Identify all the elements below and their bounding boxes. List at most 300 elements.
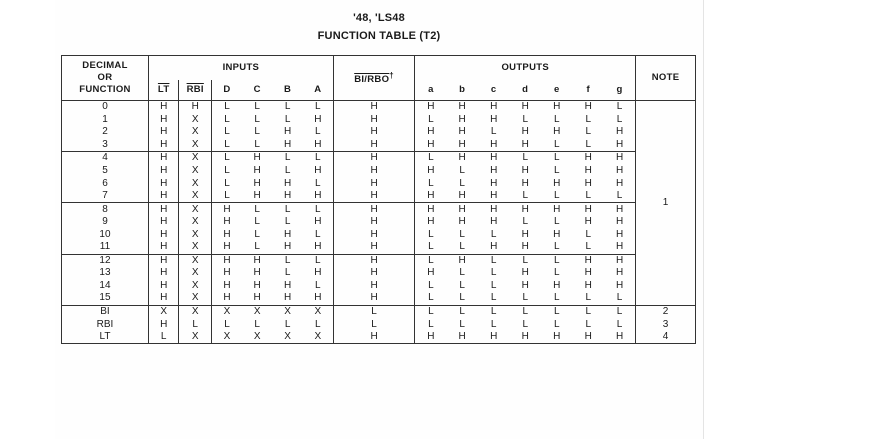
bi-rbo-cell: H bbox=[333, 228, 415, 241]
output-cell: H bbox=[458, 152, 466, 164]
input-cell: H bbox=[212, 280, 242, 293]
input-col-header: A bbox=[303, 80, 333, 101]
output-cell: L bbox=[604, 305, 636, 318]
bi-rbo-cell: H bbox=[333, 114, 415, 127]
input-cell: L bbox=[212, 177, 242, 190]
output-cell: H bbox=[446, 190, 478, 203]
input-cell: H bbox=[148, 241, 178, 254]
output-cell: L bbox=[509, 292, 541, 305]
input-cell: X bbox=[212, 331, 242, 344]
output-cell: H bbox=[509, 331, 541, 344]
output-cell: H bbox=[415, 139, 447, 152]
input-cell: L bbox=[303, 228, 333, 241]
row-label: BI bbox=[62, 305, 149, 318]
input-cell: L bbox=[303, 101, 333, 114]
input-cell: X bbox=[148, 305, 178, 318]
input-cell: H bbox=[212, 254, 242, 267]
input-cell: X bbox=[179, 267, 212, 280]
output-cell: H bbox=[415, 203, 447, 216]
output-cell: L bbox=[553, 216, 560, 228]
input-cell: H bbox=[253, 279, 261, 291]
input-cell: L bbox=[254, 113, 260, 125]
input-cell: H bbox=[148, 228, 178, 241]
output-cell: H bbox=[584, 101, 592, 113]
decimal-header-line3: FUNCTION bbox=[79, 84, 131, 95]
output-cell: H bbox=[584, 152, 592, 164]
output-cell: L bbox=[553, 318, 560, 330]
input-cell: X bbox=[179, 331, 212, 344]
output-cell: H bbox=[478, 331, 510, 344]
output-cell: H bbox=[490, 165, 498, 176]
decimal-header-line2: OR bbox=[97, 72, 113, 83]
input-cell: X bbox=[179, 228, 212, 241]
input-cell: H bbox=[148, 165, 178, 178]
input-cell: L bbox=[284, 165, 291, 176]
input-cell: H bbox=[303, 190, 333, 203]
input-cell: X bbox=[179, 241, 212, 254]
input-cell: H bbox=[272, 190, 302, 203]
output-cell: L bbox=[541, 241, 573, 254]
bi-rbo-cell: H bbox=[333, 241, 415, 254]
output-cell: L bbox=[585, 228, 592, 240]
output-cell: H bbox=[446, 139, 478, 152]
table-row bbox=[62, 165, 696, 178]
outputs-header: OUTPUTS bbox=[415, 56, 636, 81]
output-cell: L bbox=[459, 165, 465, 176]
output-cell: L bbox=[415, 114, 447, 127]
output-cell: H bbox=[604, 280, 636, 293]
output-cell: H bbox=[553, 177, 561, 189]
output-cell: L bbox=[553, 113, 560, 125]
table-row bbox=[62, 152, 696, 165]
input-cell: H bbox=[148, 216, 178, 229]
dagger-mark: † bbox=[389, 70, 394, 80]
bi-rbo-cell: H bbox=[333, 139, 415, 152]
input-cell: H bbox=[148, 292, 178, 305]
input-cell: H bbox=[283, 279, 292, 291]
output-cell: L bbox=[604, 101, 636, 114]
output-cell: L bbox=[415, 292, 447, 305]
input-cell: L bbox=[254, 318, 260, 330]
output-cell: H bbox=[584, 279, 592, 291]
output-cell: H bbox=[490, 152, 498, 164]
bi-rbo-cell: L bbox=[333, 318, 415, 331]
table-row bbox=[62, 190, 696, 203]
input-cell: L bbox=[284, 203, 291, 215]
output-cell: H bbox=[604, 152, 636, 165]
output-col-header: a bbox=[415, 80, 447, 101]
output-col-header: e bbox=[541, 80, 573, 101]
output-cell: L bbox=[490, 228, 497, 240]
output-cell: L bbox=[553, 165, 560, 176]
input-cell: X bbox=[179, 305, 212, 318]
input-cell: H bbox=[272, 292, 302, 305]
input-cell: L bbox=[303, 318, 333, 331]
bi-rbo-cell: H bbox=[333, 267, 415, 280]
inputs-header: INPUTS bbox=[148, 56, 333, 81]
table-row bbox=[62, 114, 696, 127]
output-cell: L bbox=[490, 306, 497, 318]
output-cell: H bbox=[604, 177, 636, 190]
output-cell: L bbox=[490, 254, 497, 266]
row-label: RBI bbox=[62, 318, 149, 331]
page-edge bbox=[703, 0, 704, 439]
row-label: 9 bbox=[62, 216, 149, 229]
bi-rbo-cell: H bbox=[333, 216, 415, 229]
input-cell: X bbox=[179, 190, 212, 203]
row-label: 5 bbox=[62, 165, 149, 178]
input-cell: L bbox=[284, 318, 291, 330]
input-cell: H bbox=[303, 165, 333, 178]
input-cell: L bbox=[303, 126, 333, 139]
table-row bbox=[62, 139, 696, 152]
output-cell: H bbox=[584, 267, 592, 279]
input-cell: X bbox=[284, 306, 291, 318]
output-col-header: b bbox=[446, 80, 478, 101]
row-label: 14 bbox=[62, 280, 149, 293]
input-cell: X bbox=[179, 126, 212, 139]
output-cell: L bbox=[573, 139, 605, 152]
row-label: 8 bbox=[62, 203, 149, 216]
output-cell: L bbox=[522, 152, 528, 164]
output-cell: H bbox=[415, 216, 447, 229]
input-cell: L bbox=[284, 113, 291, 125]
table-row bbox=[62, 292, 696, 305]
output-cell: H bbox=[490, 216, 498, 228]
output-cell: L bbox=[553, 306, 560, 318]
input-cell: H bbox=[253, 177, 261, 189]
output-cell: H bbox=[584, 216, 592, 228]
input-col-header: $\overline{LT}$ bbox=[148, 80, 178, 101]
output-cell: H bbox=[604, 228, 636, 241]
input-cell: H bbox=[303, 292, 333, 305]
input-cell: L bbox=[179, 318, 212, 331]
input-cell: H bbox=[148, 254, 178, 267]
input-cell: H bbox=[148, 203, 178, 216]
output-col-header: f bbox=[573, 80, 605, 101]
output-cell: L bbox=[459, 318, 465, 330]
row-label: 2 bbox=[62, 126, 149, 139]
bi-rbo-cell: H bbox=[333, 152, 415, 165]
table-row bbox=[62, 280, 696, 293]
input-cell: X bbox=[179, 292, 212, 305]
input-cell: L bbox=[284, 216, 291, 228]
input-cell: H bbox=[303, 139, 333, 152]
output-cell: L bbox=[415, 177, 447, 190]
decimal-header-line1: DECIMAL bbox=[82, 60, 128, 71]
input-cell: H bbox=[179, 101, 212, 114]
output-cell: H bbox=[553, 126, 561, 138]
table-row bbox=[62, 177, 696, 190]
output-cell: H bbox=[573, 331, 605, 344]
bi-rbo-cell: H bbox=[333, 292, 415, 305]
input-cell: X bbox=[272, 331, 302, 344]
input-cell: H bbox=[253, 267, 261, 279]
output-cell: H bbox=[458, 203, 466, 215]
bi-rbo-header bbox=[333, 56, 415, 101]
input-cell: L bbox=[148, 331, 178, 344]
output-cell: H bbox=[415, 101, 447, 114]
output-cell: L bbox=[415, 280, 447, 293]
output-cell: L bbox=[585, 318, 592, 330]
input-cell: X bbox=[179, 216, 212, 229]
output-cell: H bbox=[446, 331, 478, 344]
output-cell: H bbox=[553, 228, 561, 240]
input-cell: H bbox=[303, 216, 333, 229]
output-cell: H bbox=[604, 203, 636, 216]
output-cell: L bbox=[459, 267, 465, 279]
output-cell: L bbox=[585, 306, 592, 318]
note-cell-main: 1 bbox=[636, 101, 696, 306]
row-label: 4 bbox=[62, 152, 149, 165]
output-cell: L bbox=[604, 114, 636, 127]
input-cell: L bbox=[254, 228, 260, 240]
output-cell: H bbox=[521, 177, 529, 189]
input-cell: L bbox=[212, 101, 242, 114]
input-cell: L bbox=[303, 280, 333, 293]
input-cell: H bbox=[212, 228, 242, 241]
output-cell: L bbox=[553, 152, 560, 164]
input-cell: H bbox=[283, 177, 292, 189]
output-cell: L bbox=[490, 318, 497, 330]
input-cell: H bbox=[212, 203, 242, 216]
input-cell: H bbox=[148, 126, 178, 139]
table-row bbox=[62, 305, 696, 318]
input-cell: L bbox=[254, 126, 260, 138]
output-cell: H bbox=[604, 126, 636, 139]
bi-rbo-cell: H bbox=[333, 165, 415, 178]
input-col-header: C bbox=[242, 80, 272, 101]
output-cell: H bbox=[604, 241, 636, 254]
input-cell: X bbox=[179, 152, 212, 165]
output-cell: L bbox=[490, 126, 497, 138]
output-cell: H bbox=[415, 267, 447, 280]
input-cell: H bbox=[242, 292, 272, 305]
table-row bbox=[62, 126, 696, 139]
table-row bbox=[62, 318, 696, 331]
input-cell: H bbox=[148, 177, 178, 190]
input-cell: L bbox=[303, 203, 333, 216]
output-cell: H bbox=[521, 203, 529, 215]
input-cell: L bbox=[303, 152, 333, 165]
output-cell: H bbox=[415, 126, 447, 139]
input-cell: X bbox=[179, 165, 212, 178]
output-cell: L bbox=[604, 190, 636, 203]
input-cell: L bbox=[212, 190, 242, 203]
input-cell: L bbox=[212, 114, 242, 127]
datasheet-page bbox=[55, 0, 703, 439]
row-label: 6 bbox=[62, 177, 149, 190]
input-cell: X bbox=[179, 114, 212, 127]
output-cell: L bbox=[553, 254, 560, 266]
output-cell: L bbox=[541, 139, 573, 152]
input-cell: X bbox=[179, 139, 212, 152]
input-cell: H bbox=[242, 190, 272, 203]
output-cell: L bbox=[573, 292, 605, 305]
output-cell: L bbox=[522, 318, 528, 330]
output-cell: L bbox=[522, 113, 528, 125]
row-label: 15 bbox=[62, 292, 149, 305]
decimal-header bbox=[62, 56, 149, 101]
row-label: 0 bbox=[62, 101, 149, 114]
input-cell: L bbox=[242, 241, 272, 254]
input-cell: H bbox=[303, 114, 333, 127]
output-cell: H bbox=[490, 177, 498, 189]
input-cell: X bbox=[179, 203, 212, 216]
output-cell: L bbox=[541, 292, 573, 305]
table-title: FUNCTION TABLE (T2) bbox=[317, 30, 441, 42]
output-cell: H bbox=[553, 203, 561, 215]
row-label: LT bbox=[62, 331, 149, 344]
table-row bbox=[62, 331, 696, 344]
output-cell: H bbox=[521, 101, 529, 113]
output-cell: H bbox=[415, 331, 447, 344]
output-cell: H bbox=[553, 101, 561, 113]
output-cell: H bbox=[509, 241, 541, 254]
input-cell: H bbox=[253, 165, 261, 176]
input-cell: H bbox=[272, 241, 302, 254]
input-cell: L bbox=[212, 152, 242, 165]
output-cell: H bbox=[490, 113, 498, 125]
output-cell: H bbox=[553, 279, 561, 291]
function-table bbox=[61, 55, 696, 344]
output-cell: H bbox=[604, 216, 636, 229]
output-cell: H bbox=[490, 203, 498, 215]
input-cell: X bbox=[179, 280, 212, 293]
output-cell: H bbox=[415, 165, 447, 178]
output-cell: L bbox=[490, 267, 497, 279]
table-row bbox=[62, 254, 696, 267]
input-cell: H bbox=[283, 126, 292, 138]
output-cell: H bbox=[415, 190, 447, 203]
table-row bbox=[62, 216, 696, 229]
output-cell: H bbox=[521, 279, 529, 291]
input-cell: L bbox=[284, 152, 291, 164]
input-cell: L bbox=[254, 203, 260, 215]
input-cell: X bbox=[253, 306, 261, 318]
input-cell: H bbox=[303, 241, 333, 254]
input-cell: H bbox=[212, 292, 242, 305]
input-cell: L bbox=[284, 267, 291, 279]
bi-rbo-cell: L bbox=[333, 305, 415, 318]
output-cell: H bbox=[521, 126, 529, 138]
table-row bbox=[62, 241, 696, 254]
input-cell: H bbox=[148, 101, 178, 114]
input-cell: L bbox=[212, 126, 242, 139]
input-cell: H bbox=[148, 190, 178, 203]
bi-rbo-label: BI/RBO bbox=[354, 74, 390, 86]
bi-rbo-cell: H bbox=[333, 190, 415, 203]
output-cell: H bbox=[584, 254, 592, 266]
input-cell: H bbox=[148, 280, 178, 293]
output-cell: H bbox=[478, 139, 510, 152]
bi-rbo-cell: H bbox=[333, 331, 415, 344]
input-cell: X bbox=[242, 331, 272, 344]
input-cell: H bbox=[212, 216, 242, 229]
input-cell: L bbox=[212, 165, 242, 178]
output-cell: L bbox=[573, 190, 605, 203]
input-cell: X bbox=[303, 305, 333, 318]
output-cell: L bbox=[415, 228, 447, 241]
output-cell: H bbox=[458, 126, 466, 138]
input-cell: H bbox=[303, 267, 333, 280]
row-label: 12 bbox=[62, 254, 149, 267]
row-label: 7 bbox=[62, 190, 149, 203]
bi-rbo-cell: H bbox=[333, 280, 415, 293]
output-cell: L bbox=[573, 241, 605, 254]
input-cell: L bbox=[284, 101, 291, 113]
input-cell: H bbox=[253, 254, 261, 266]
output-cell: H bbox=[604, 254, 636, 267]
output-cell: L bbox=[522, 254, 528, 266]
input-cell: H bbox=[283, 228, 292, 240]
output-cell: L bbox=[604, 292, 636, 305]
note-cell: 4 bbox=[636, 331, 696, 344]
input-cell: L bbox=[212, 139, 242, 152]
output-cell: L bbox=[459, 279, 465, 291]
table-body bbox=[62, 101, 696, 344]
output-cell: H bbox=[458, 216, 466, 228]
input-cell: H bbox=[212, 267, 242, 280]
output-cell: L bbox=[459, 228, 465, 240]
input-col-header: B bbox=[272, 80, 302, 101]
output-cell: L bbox=[415, 241, 447, 254]
output-cell: H bbox=[458, 101, 466, 113]
output-cell: L bbox=[478, 292, 510, 305]
table-row bbox=[62, 267, 696, 280]
output-cell: H bbox=[584, 165, 592, 176]
output-cell: H bbox=[458, 113, 466, 125]
input-cell: L bbox=[212, 318, 242, 331]
output-cell: H bbox=[584, 177, 592, 189]
output-cell: H bbox=[490, 101, 498, 113]
note-cell: 3 bbox=[636, 318, 696, 331]
row-label: 13 bbox=[62, 267, 149, 280]
output-cell: H bbox=[521, 165, 529, 176]
output-cell: L bbox=[585, 113, 592, 125]
output-cell: H bbox=[521, 228, 529, 240]
output-cell: H bbox=[604, 165, 636, 178]
output-cell: H bbox=[604, 331, 636, 344]
input-cell: L bbox=[254, 101, 260, 113]
output-cell: L bbox=[541, 190, 573, 203]
row-label: 3 bbox=[62, 139, 149, 152]
bi-rbo-cell: H bbox=[333, 177, 415, 190]
input-cell: H bbox=[148, 318, 178, 331]
output-cell: H bbox=[478, 241, 510, 254]
note-cell: 2 bbox=[636, 305, 696, 318]
output-cell: H bbox=[521, 267, 529, 279]
output-cell: L bbox=[509, 190, 541, 203]
bi-rbo-cell: H bbox=[333, 203, 415, 216]
note-header: NOTE bbox=[636, 56, 696, 101]
output-col-header: g bbox=[604, 80, 636, 101]
input-cell: X bbox=[179, 177, 212, 190]
row-label: 11 bbox=[62, 241, 149, 254]
table-row bbox=[62, 203, 696, 216]
output-cell: L bbox=[415, 305, 447, 318]
input-cell: L bbox=[254, 216, 260, 228]
input-cell: L bbox=[303, 177, 333, 190]
row-label: 10 bbox=[62, 228, 149, 241]
output-cell: L bbox=[415, 254, 447, 267]
output-cell: L bbox=[522, 216, 528, 228]
output-col-header: c bbox=[478, 80, 510, 101]
output-cell: L bbox=[446, 292, 478, 305]
input-col-header: D bbox=[212, 80, 242, 101]
output-col-header: d bbox=[509, 80, 541, 101]
output-cell: L bbox=[604, 318, 636, 331]
